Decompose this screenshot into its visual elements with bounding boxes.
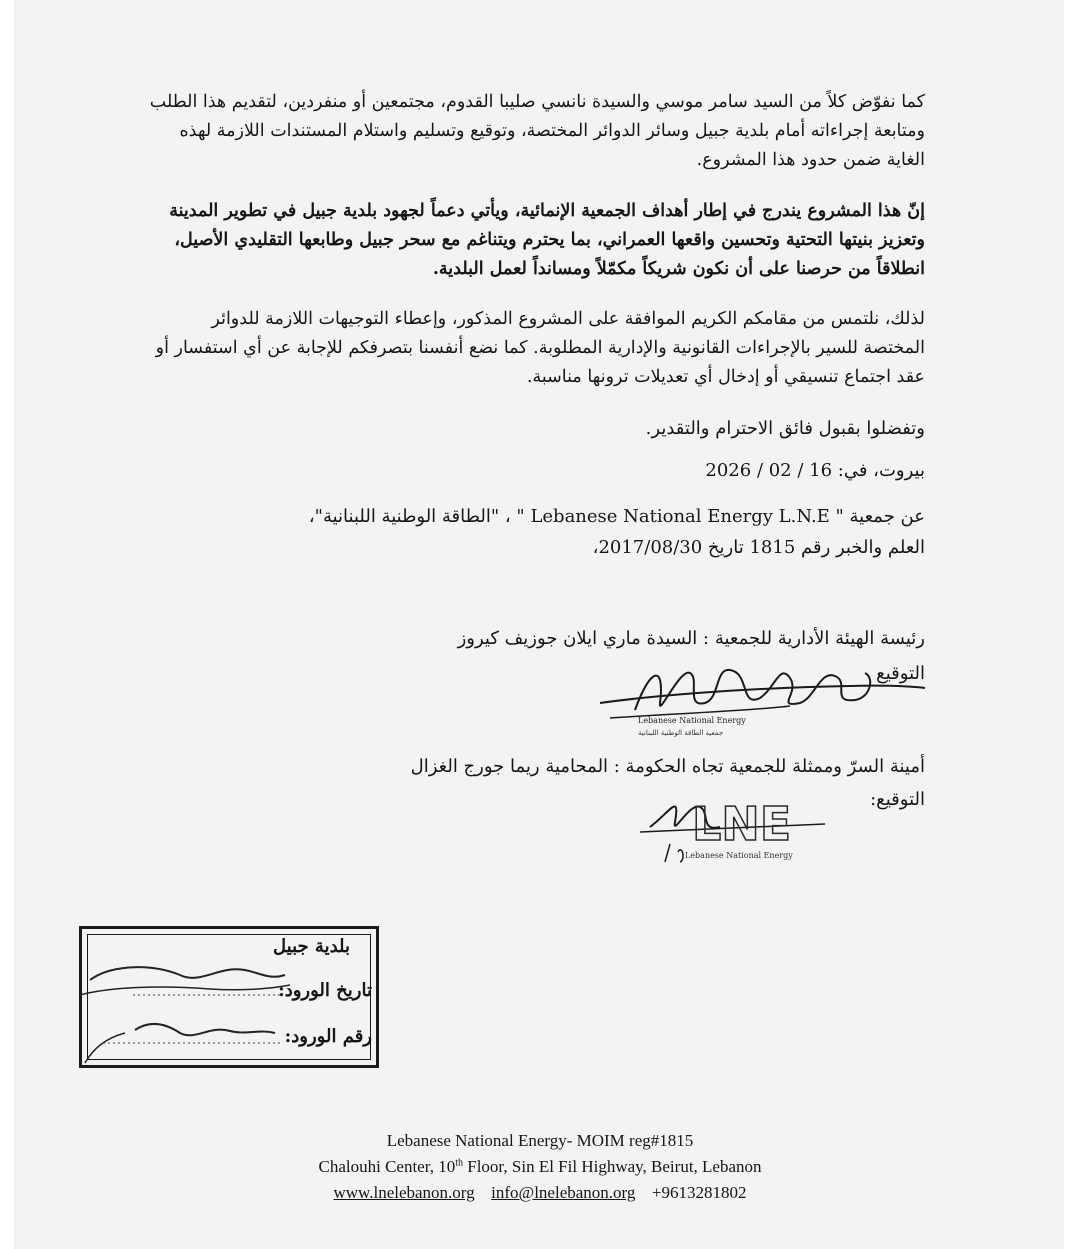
stamp-number-label: رقم الورود: xyxy=(284,1026,372,1047)
stamp-title: بلدية جبيل xyxy=(273,936,350,957)
footer-website-link[interactable]: www.lnelebanon.org xyxy=(333,1183,475,1202)
signature-label-secretary: التوقيع: xyxy=(870,789,925,810)
footer-phone: +9613281802 xyxy=(651,1183,747,1202)
stamp-handwriting-icon xyxy=(70,945,370,1095)
footer-email-link[interactable]: info@lnelebanon.org xyxy=(491,1183,636,1202)
signatory-president: رئيسة الهيئة الأدارية للجمعية : السيدة ماري ايلان جوزيف كيروز xyxy=(457,628,925,649)
paragraph-project-scope: إنّ هذا المشروع يندرج في إطار أهداف الجمعية الإنمائية، ويأتي دعماً لجهود بلدية جبيل في تطوير المدينة وتعزيز بنيتها التحتية وتحسين واقعها العمراني، بما يحترم ويتناغم مع سحر جبيل وطابعها التقليدي الأصيل، انطلاقاً من حرصنا على أن نكون شريكاً مكمّلاً ومسانداً لعمل البلدية. xyxy=(169,201,925,279)
seal-text-english: Lebanese National Energy xyxy=(638,716,746,725)
president-signature-icon xyxy=(590,648,930,743)
footer-org: Lebanese National Energy- MOIM reg#1815 xyxy=(386,1131,694,1150)
stamp-date-label: تاريخ الورود: xyxy=(278,980,372,1001)
association-line: عن جمعية " Lebanese National Energy L.N.E " ، "الطاقة الوطنية اللبنانية"، xyxy=(308,506,925,527)
footer-address-suffix: Floor, Sin El Fil Highway, Beirut, Lebanon xyxy=(462,1157,762,1176)
footer-address-prefix: Chalouhi Center, 10 xyxy=(318,1157,456,1176)
closing-line: وتفضلوا بقبول فائق الاحترام والتقدير. xyxy=(645,418,925,439)
paragraph-request: لذلك، نلتمس من مقامكم الكريم الموافقة على المشروع المذكور، وإعطاء التوجيهات اللازمة للدوائر المختصة للسير بالإجراءات القانونية والإدارية المطلوبة. كما نضع أنفسنا بتصرفكم للإجابة عن أي استفسار أو عقد اجتماع تنسيقي أو إدخال أي تعديلات ترونها مناسبة. xyxy=(155,309,925,387)
left-margin xyxy=(0,0,14,1249)
footer-address-sup: th xyxy=(455,1157,463,1169)
right-margin xyxy=(1066,0,1080,1249)
signature-label-president: التوقيع xyxy=(876,663,925,684)
footer-address xyxy=(0,1157,1080,1177)
seal-text-english-2: Lebanese National Energy xyxy=(685,851,793,860)
seal-logo-text: LNE xyxy=(692,797,792,851)
secretary-signature-icon xyxy=(630,782,840,877)
paragraph-authorization: كما نفوّض كلاً من السيد سامر موسي والسيدة نانسي صليبا القدوم، مجتمعين أو منفردين، لتقديم هذا الطلب ومتابعة إجراءاته أمام بلدية جبيل وسائر الدوائر المختصة، وتوقيع وتسليم واستلام المستندات اللازمة لهذه الغاية ضمن حدود هذا المشروع. xyxy=(149,92,925,170)
seal-text-arabic: جمعية الطاقة الوطنية اللبنانية xyxy=(638,729,724,737)
registration-line: العلم والخبر رقم 1815 تاريخ 2017/08/30، xyxy=(592,537,925,558)
footer-contacts xyxy=(0,1183,1080,1203)
place-date: بيروت، في: 16 / 02 / 2026 xyxy=(705,460,925,481)
signatory-secretary: أمينة السرّ وممثلة للجمعية تجاه الحكومة : المحامية ريما جورج الغزال xyxy=(410,756,925,777)
